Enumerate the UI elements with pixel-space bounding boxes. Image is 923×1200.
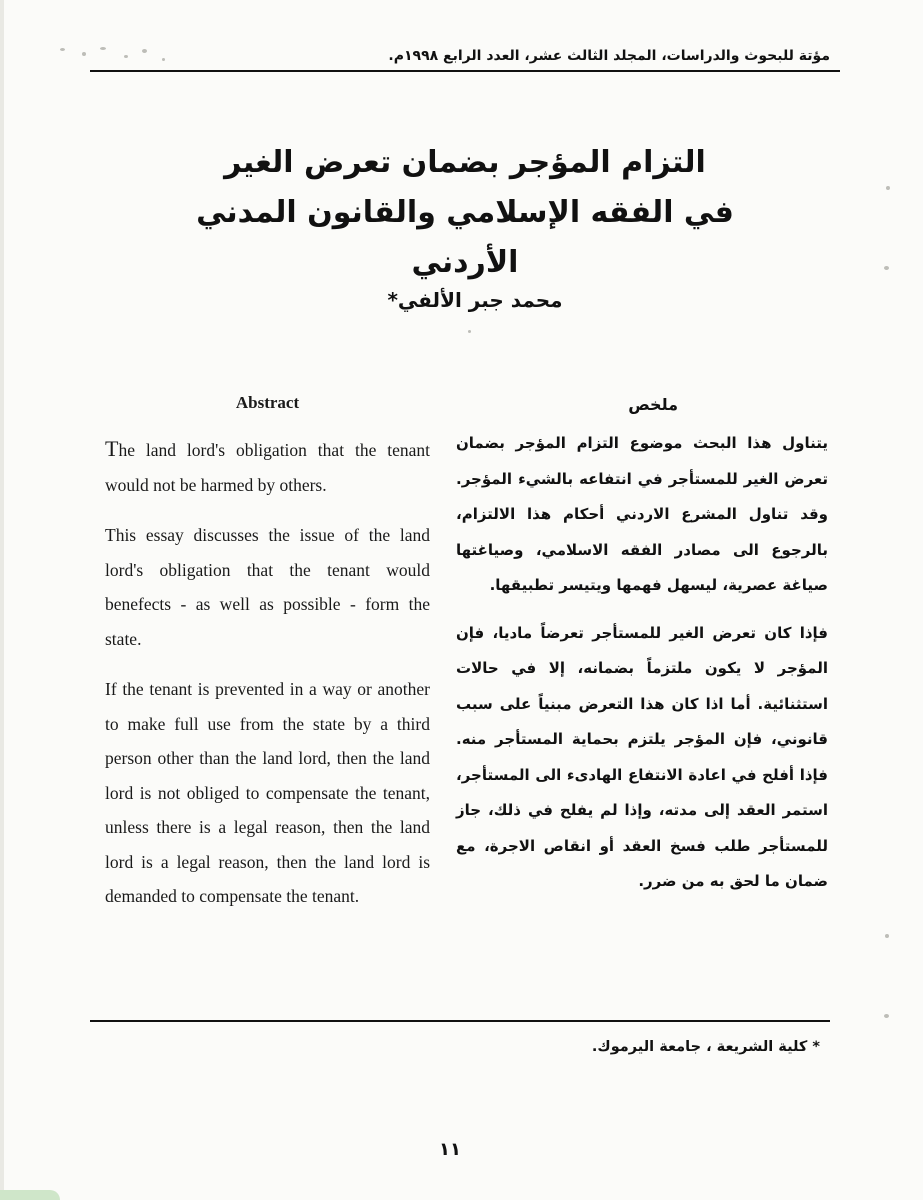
abstract-paragraph-1 bbox=[105, 432, 430, 502]
english-abstract bbox=[105, 390, 430, 930]
abstract-heading: Abstract bbox=[235, 393, 300, 412]
scan-speckle bbox=[468, 330, 471, 333]
title-line-1: التزام المؤجر بضمان تعرض الغير bbox=[224, 145, 706, 180]
abstract-paragraph-3: If the tenant is prevented in a way or another to make full use from the state by a third person other than the land lord, then the land lord is not obliged to compensate the tenant, unless there is a legal reason, then the land lord is a legal reason, then the land lord is demanded to compensate the tenant. bbox=[105, 679, 430, 906]
first-letter: T bbox=[105, 436, 119, 461]
abstract-paragraph-1-text: he land lord's obligation that the tenant would not be harmed by others. bbox=[105, 440, 430, 495]
page-number: ١١ bbox=[439, 1139, 461, 1160]
author-name: محمد جبر الألفي* bbox=[387, 288, 563, 312]
abstract-paragraph-2: This essay discusses the issue of the land lord's obligation that the tenant would benefects - as well as possible - form the state. bbox=[105, 525, 430, 649]
scan-speckle bbox=[885, 934, 889, 938]
scan-speckle bbox=[162, 58, 165, 61]
scan-speckle bbox=[142, 49, 147, 53]
page-edge bbox=[0, 0, 4, 1200]
footnote: * كلية الشريعة ، جامعة اليرموك. bbox=[591, 1039, 820, 1055]
paper-title bbox=[140, 138, 790, 288]
header-rule bbox=[90, 70, 840, 72]
title-line-2: في الفقه الإسلامي والقانون المدني الأردني bbox=[196, 195, 734, 280]
journal-header: مؤتة للبحوث والدراسات، المجلد الثالث عشر، العدد الرابع ١٩٩٨م. bbox=[388, 48, 830, 64]
scan-speckle bbox=[884, 266, 889, 270]
footnote-rule bbox=[90, 1020, 830, 1022]
scan-speckle bbox=[124, 55, 128, 58]
arabic-paragraph-1: يتناول هذا البحث موضوع التزام المؤجر بضمان تعرض الغير للمستأجر في انتفاعه بالشيء المؤجر. وقد تناول المشرع الاردني أحكام هذا الالتزام، بالرجوع الى مصادر الفقه الاسلامي، وصياغتها صياغة عصرية، ليسهل فهمها ويتيسر تطبيقها. bbox=[456, 434, 828, 594]
arabic-paragraph-2: فإذا كان تعرض الغير للمستأجر تعرضاً ماديا، فإن المؤجر لا يكون ملتزماً بضمانه، إلا في حالات استثنائية. أما اذا كان هذا التعرض مبنياً على سبب قانوني، فإن المؤجر يلتزم بحماية المستأجر منه. فإذا أفلح في اعادة الانتفاع الهادىء الى المستأجر، استمر العقد إلى مدته، وإذا لم يفلح في ذلك، جاز للمستأجر طلب فسخ العقد أو انقاص الاجرة، مع ضمان ما لحق به من ضرر. bbox=[456, 623, 828, 890]
scan-speckle bbox=[884, 1014, 889, 1018]
corner-mark bbox=[0, 1190, 60, 1200]
scan-speckle bbox=[82, 52, 86, 56]
arabic-abstract-heading: ملخص bbox=[628, 395, 678, 414]
scan-speckle bbox=[886, 186, 890, 190]
scan-speckle bbox=[100, 47, 106, 50]
scan-speckle bbox=[60, 48, 65, 51]
arabic-abstract bbox=[456, 392, 828, 912]
